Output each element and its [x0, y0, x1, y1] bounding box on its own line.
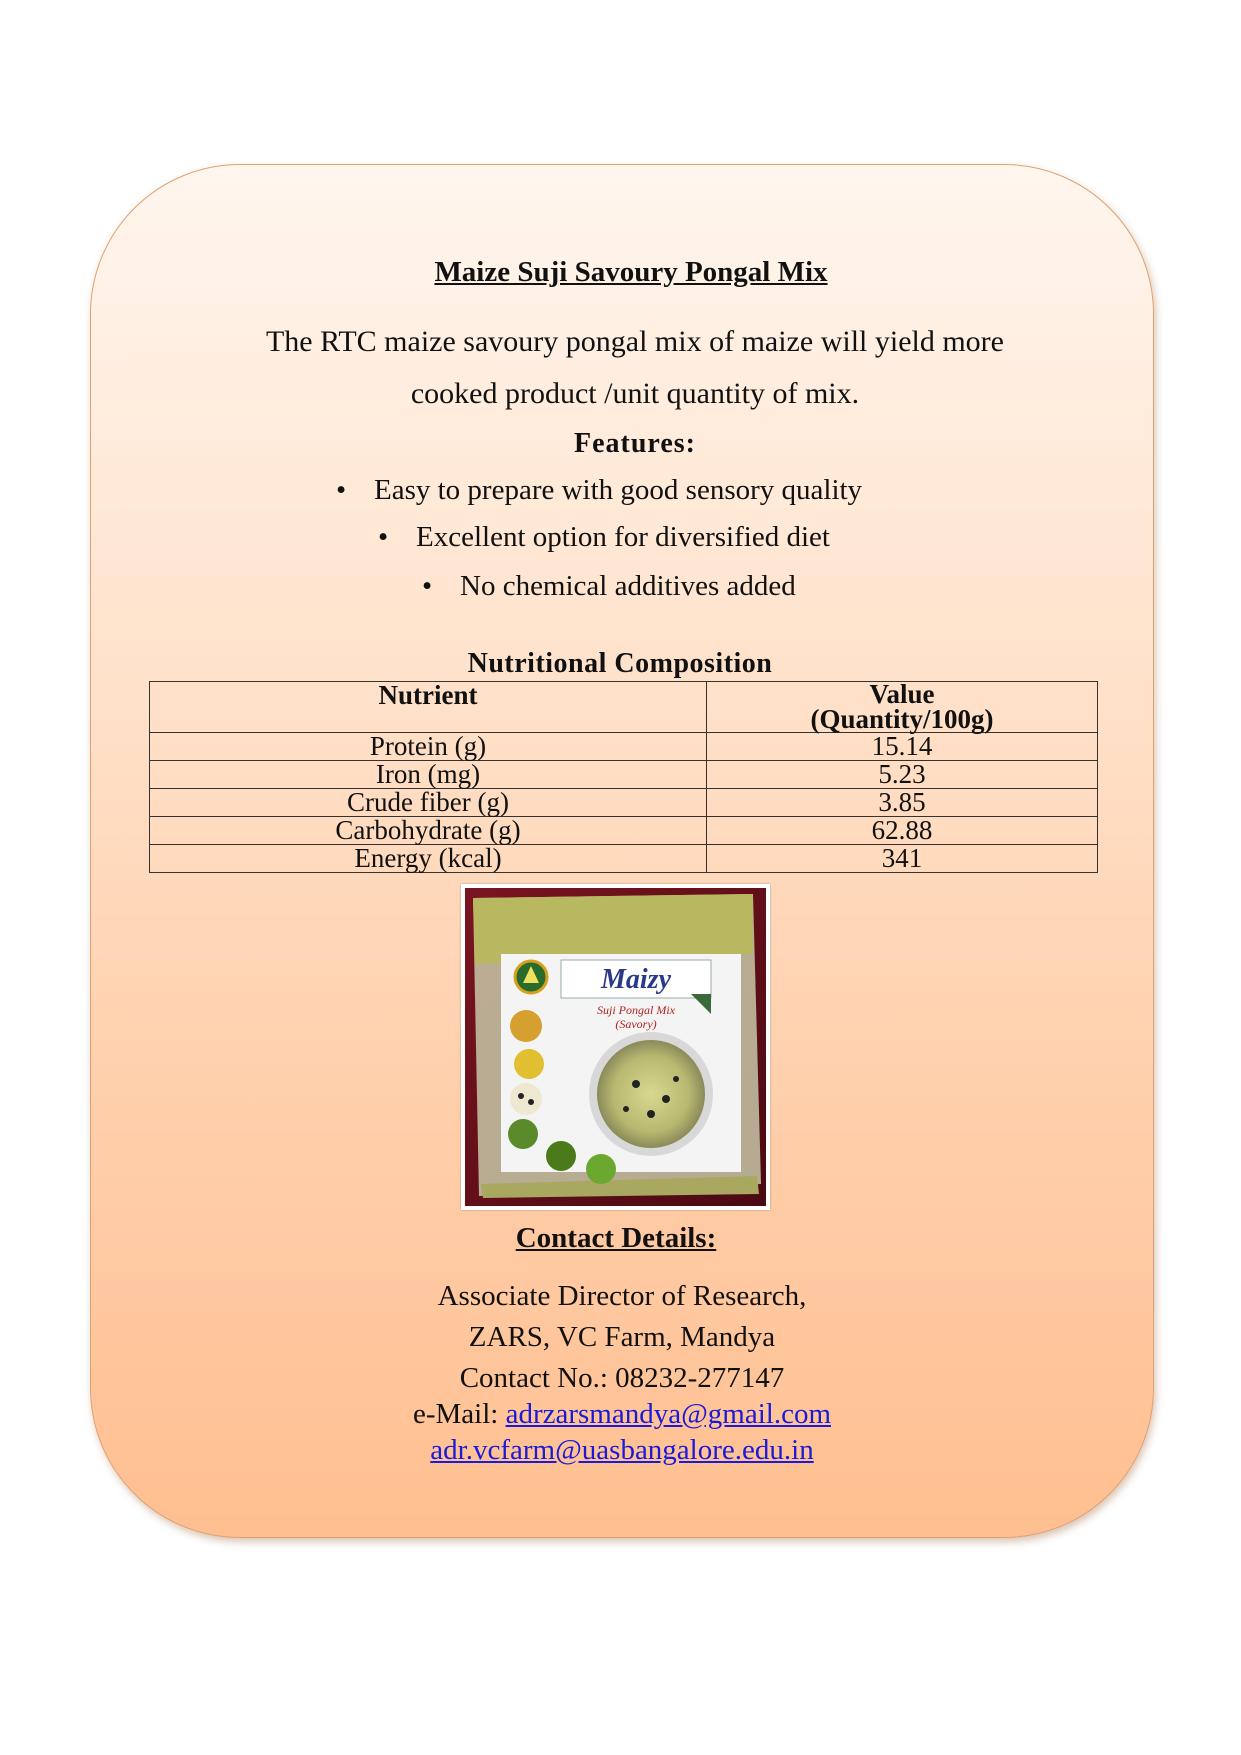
email-label: e-Mail: [412, 1398, 506, 1430]
table-header-row [150, 682, 1098, 733]
intro-line-1: The RTC maize savoury pongal mix of maize will yield more [265, 325, 1004, 358]
intro-text [170, 316, 1100, 420]
feature-item: • No chemical additives added [422, 570, 796, 602]
value-cell: 341 [707, 845, 1098, 873]
nutrient-cell: Iron (mg) [150, 761, 707, 789]
table-row [150, 733, 1098, 761]
product-photo [461, 884, 770, 1210]
bullet-icon: • [336, 474, 347, 506]
contact-line-1: Associate Director of Research, [437, 1280, 807, 1312]
contact-email-row-2 [0, 1434, 1241, 1467]
feature-item: • Excellent option for diversified diet [378, 521, 830, 553]
table-row [150, 789, 1098, 817]
intro-line-2: cooked product /unit quantity of mix. [410, 377, 860, 410]
value-cell: 62.88 [707, 817, 1098, 845]
contact-phone: Contact No.: 08232-277147 [459, 1362, 785, 1394]
value-cell: 5.23 [707, 761, 1098, 789]
feature-item: • Easy to prepare with good sensory quality [336, 474, 863, 506]
nutrition-table [149, 681, 1098, 873]
email-link-1[interactable]: adrzarsmandya@gmail.com [505, 1398, 832, 1430]
table-row [150, 845, 1098, 873]
contact-line-2: ZARS, VC Farm, Mandya [468, 1321, 776, 1353]
features-heading: Features: [574, 428, 696, 459]
contact-heading: Contact Details: [515, 1222, 717, 1254]
nutrient-cell: Protein (g) [150, 733, 707, 761]
header-nutrient: Nutrient [150, 682, 707, 733]
page-title: Maize Suji Savoury Pongal Mix [434, 256, 828, 288]
product-brand: Maizy [601, 964, 671, 995]
product-label-line-1: Suji Pongal Mix [597, 1003, 675, 1017]
contact-email-row [0, 1398, 1241, 1431]
bullet-icon: • [378, 521, 389, 553]
nutrient-cell: Carbohydrate (g) [150, 817, 707, 845]
value-cell: 3.85 [707, 789, 1098, 817]
value-cell: 15.14 [707, 733, 1098, 761]
nutrient-cell: Energy (kcal) [150, 845, 707, 873]
bullet-icon: • [422, 570, 433, 602]
nutrition-title: Nutritional Composition [467, 648, 773, 679]
product-label-line-2: (Savory) [615, 1017, 657, 1031]
table-row [150, 761, 1098, 789]
header-value: Value (Quantity/100g) [707, 682, 1098, 733]
nutrient-cell: Crude fiber (g) [150, 789, 707, 817]
table-row [150, 817, 1098, 845]
email-link-2[interactable]: adr.vcfarm@uasbangalore.edu.in [430, 1434, 814, 1466]
